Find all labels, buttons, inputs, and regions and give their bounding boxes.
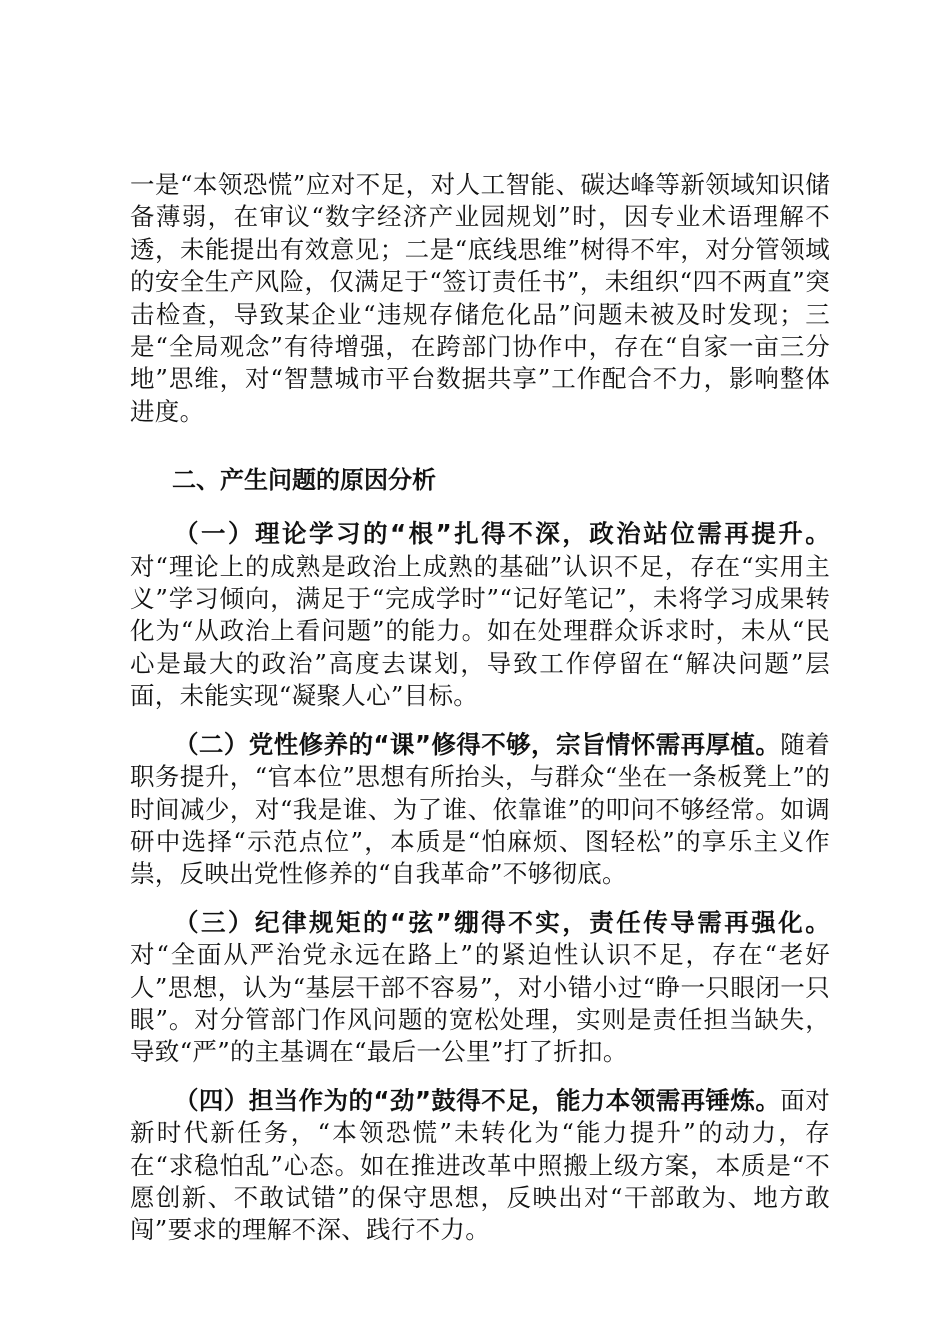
document-page	[130, 169, 830, 1247]
reason-body-4: 面对新时代新任务，“本领恐慌”未转化为“能力提升”的动力，存在“求稳怕乱”心态。如在推进改革中照搬上级方案，本质是“不愿创新、不敢试错”的保守思想，反映出对“干部敢为、地方敢闯”要求的理解不深、践行不力。	[130, 1085, 831, 1245]
reason-lead-1: （一）理论学习的“根”扎得不深，政治站位需再提升。	[174, 519, 830, 549]
reason-body-3: 对“全面从严治党永远在路上”的紧迫性认识不足，存在“老好人”思想，认为“基层干部不容易”，对小错小过“睁一只眼闭一只眼”。对分管部门作风问题的宽松处理，实则是责任担当缺失，导致“严”的主基调在“最后一公里”打了折扣。	[130, 940, 831, 1067]
reason-body-2: 随着职务提升，“官本位”思想有所抬头，与群众“坐在一条板凳上”的时间减少，对“我是谁、为了谁、依靠谁”的叩问不够经常。如调研中选择“示范点位”，本质是“怕麻烦、图轻松”的享乐主义作祟，反映出党性修养的“自我革命”不够彻底。	[130, 729, 831, 889]
reason-paragraph-4	[130, 1085, 830, 1247]
reason-lead-2: （二）党性修养的“课”修得不够，宗旨情怀需再厚植。	[174, 729, 781, 759]
intro-paragraph: 一是“本领恐慌”应对不足，对人工智能、碳达峰等新领域知识储备薄弱，在审议“数字经济产业园规划”时，因专业术语理解不透，未能提出有效意见；二是“底线思维”树得不牢，对分管领域的安全生产风险，仅满足于“签订责任书”，未组织“四不两直”突击检查，导致某企业“违规存储危化品”问题未被及时发现；三是“全局观念”有待增强，在跨部门协作中，存在“自家一亩三分地”思维，对“智慧城市平台数据共享”工作配合不力，影响整体进度。	[130, 170, 830, 426]
reason-paragraph-1	[130, 518, 830, 712]
section-heading: 二、产生问题的原因分析	[172, 466, 436, 495]
reason-paragraph-3	[130, 907, 830, 1069]
reason-lead-4: （四）担当作为的“劲”鼓得不足，能力本领需再锤炼。	[174, 1085, 781, 1115]
reason-paragraph-2	[130, 729, 830, 891]
reason-body-1: 对“理论上的成熟是政治上成熟的基础”认识不足，存在“实用主义”学习倾向，满足于“完成学时”“记好笔记”，未将学习成果转化为“从政治上看问题”的能力。如在处理群众诉求时，未从“民心是最大的政治”高度去谋划，导致工作停留在“解决问题”层面，未能实现“凝聚人心”目标。	[130, 551, 830, 711]
reason-lead-3: （三）纪律规矩的“弦”绷得不实，责任传导需再强化。	[174, 907, 830, 937]
